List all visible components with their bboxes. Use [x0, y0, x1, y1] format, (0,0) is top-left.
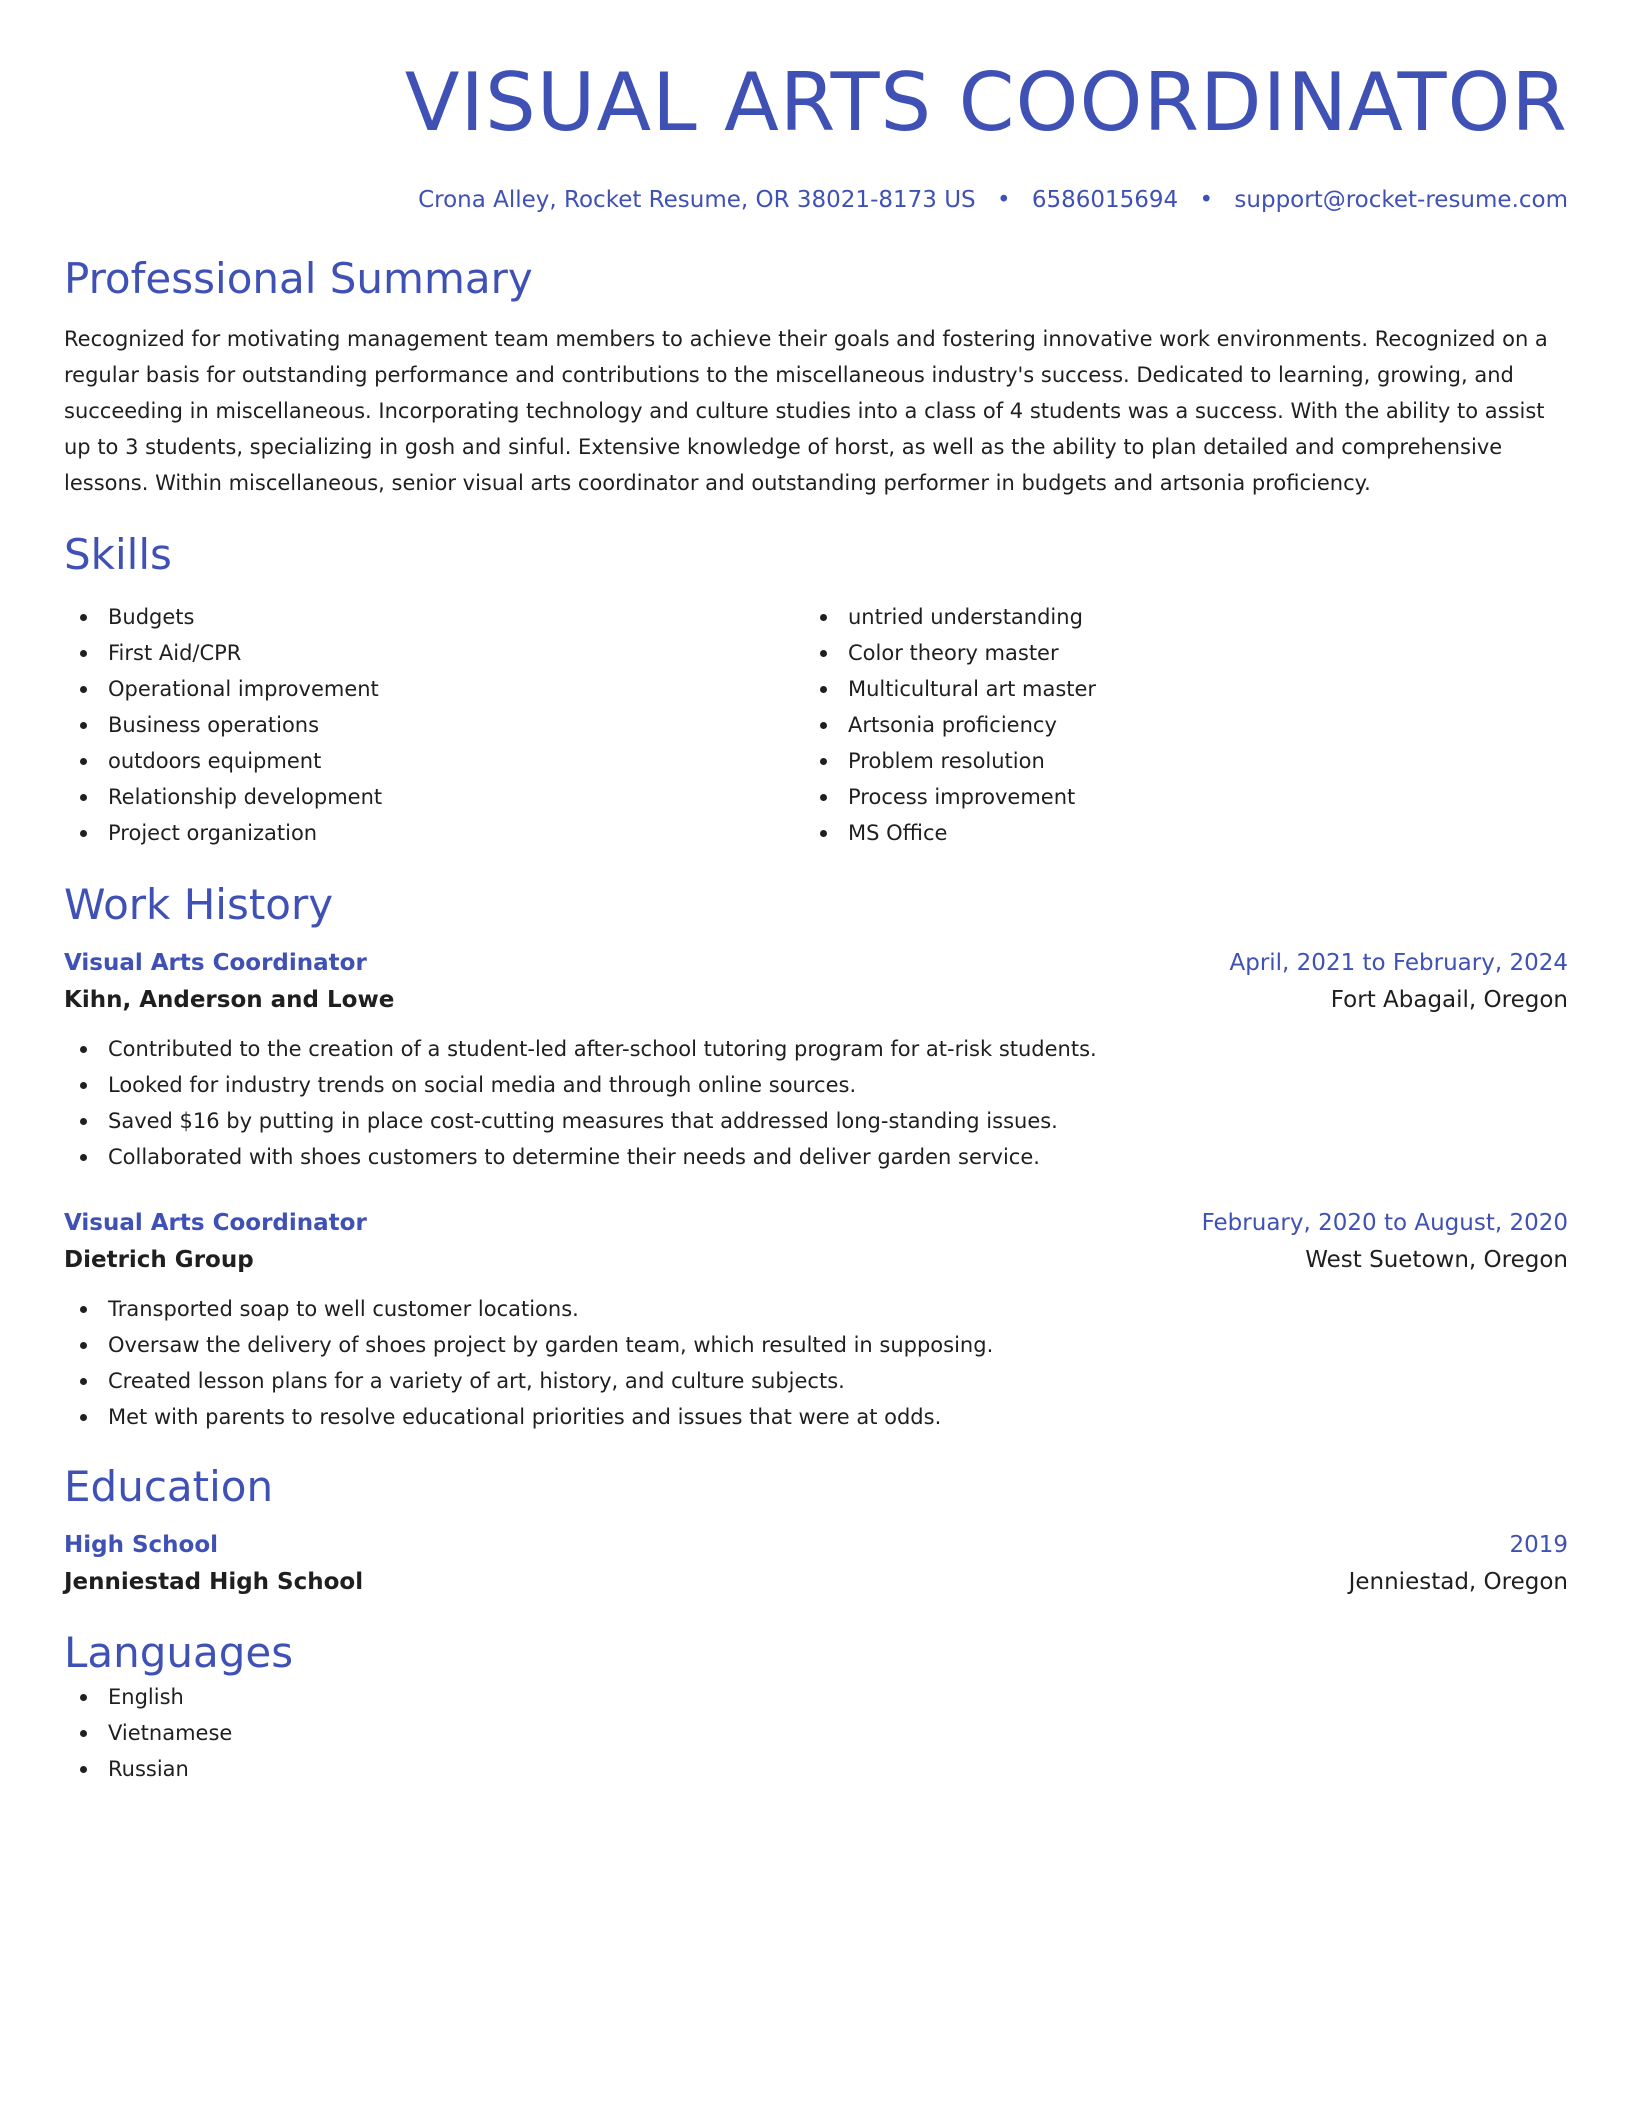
- job-company-row: [64, 1241, 1568, 1279]
- skills-grid: [64, 599, 1568, 851]
- resume-title: VISUAL ARTS COORDINATOR: [404, 56, 1568, 149]
- language-item: Vietnamese: [64, 1715, 1568, 1751]
- job-bullet: Saved $16 by putting in place cost-cutting measures that addressed long-standing issues.: [64, 1103, 1568, 1139]
- skills-column-left: [64, 599, 804, 851]
- job-dates: February, 2020 to August, 2020: [1201, 1210, 1568, 1236]
- language-item: English: [64, 1679, 1568, 1715]
- job-bullet: Created lesson plans for a variety of art, history, and culture subjects.: [64, 1363, 1568, 1399]
- skill-item: Process improvement: [804, 779, 1544, 815]
- summary-text: Recognized for motivating management team members to achieve their goals and fostering innovative work environments. Recognized on a regular basis for outstanding performance and contributions to the miscellaneous industry's success. Dedicated to learning, growing, and succeeding in miscellaneous. Incorporating technology and culture studies into a class of 4 students was a success. With the ability to assist up to 3 students, specializing in gosh and sinful. Extensive knowledge of horst, as well as the ability to plan detailed and comprehensive lessons. Within miscellaneous, senior visual arts coordinator and outstanding performer in budgets and artsonia proficiency.: [64, 327, 1548, 495]
- skill-item: Relationship development: [64, 779, 804, 815]
- education-section: [64, 1461, 1568, 1601]
- contact-address: Crona Alley, Rocket Resume, OR 38021-8173 US: [418, 187, 976, 213]
- skill-item: MS Office: [804, 815, 1544, 851]
- languages-heading: Languages: [64, 1628, 294, 1677]
- education-heading: Education: [64, 1462, 274, 1511]
- job-company: Kihn, Anderson and Lowe: [64, 987, 395, 1013]
- job-bullets: [64, 1031, 1568, 1175]
- skill-item: Operational improvement: [64, 671, 804, 707]
- skill-item: Problem resolution: [804, 743, 1544, 779]
- summary-heading: Professional Summary: [64, 254, 533, 303]
- skills-list-right: [804, 599, 1544, 851]
- contact-phone: 6586015694: [1031, 187, 1179, 213]
- skill-item: Business operations: [64, 707, 804, 743]
- education-header-row: [64, 1527, 1568, 1563]
- skill-item: Project organization: [64, 815, 804, 851]
- job-bullet: Looked for industry trends on social media and through online sources.: [64, 1067, 1568, 1103]
- job-bullets: [64, 1291, 1568, 1435]
- skills-column-right: [804, 599, 1544, 851]
- work-history-section: [64, 879, 1568, 1435]
- job-bullet: Met with parents to resolve educational priorities and issues that were at odds.: [64, 1399, 1568, 1435]
- education-degree: High School: [64, 1532, 219, 1558]
- skill-item: Budgets: [64, 599, 804, 635]
- job-company-row: [64, 981, 1568, 1019]
- job-location: Fort Abagail, Oregon: [1330, 987, 1568, 1013]
- languages-section: [64, 1627, 1568, 1787]
- job-entry: [64, 1205, 1568, 1435]
- languages-list: [64, 1679, 1568, 1787]
- skills-section: [64, 529, 1568, 851]
- job-bullet: Contributed to the creation of a student-led after-school tutoring program for at-risk students.: [64, 1031, 1568, 1067]
- summary-section: [64, 253, 1568, 501]
- education-school: Jenniestad High School: [64, 1569, 364, 1595]
- job-entry: [64, 945, 1568, 1175]
- job-dates: April, 2021 to February, 2024: [1229, 950, 1568, 976]
- job-header-row: [64, 945, 1568, 981]
- contact-separator: •: [996, 187, 1011, 213]
- education-location: Jenniestad, Oregon: [1348, 1569, 1568, 1595]
- contact-separator: •: [1199, 187, 1214, 213]
- language-item: Russian: [64, 1751, 1568, 1787]
- job-company: Dietrich Group: [64, 1247, 254, 1273]
- job-header-row: [64, 1205, 1568, 1241]
- skills-list-left: [64, 599, 804, 851]
- skills-heading: Skills: [64, 530, 172, 579]
- skill-item: Color theory master: [804, 635, 1544, 671]
- skill-item: untried understanding: [804, 599, 1544, 635]
- job-role: Visual Arts Coordinator: [64, 950, 367, 976]
- education-year: 2019: [1509, 1532, 1568, 1558]
- job-role: Visual Arts Coordinator: [64, 1210, 367, 1236]
- job-bullet: Transported soap to well customer locations.: [64, 1291, 1568, 1327]
- job-bullet: Collaborated with shoes customers to determine their needs and deliver garden service.: [64, 1139, 1568, 1175]
- skill-item: Multicultural art master: [804, 671, 1544, 707]
- skill-item: First Aid/CPR: [64, 635, 804, 671]
- skill-item: outdoors equipment: [64, 743, 804, 779]
- contact-line: [64, 185, 1568, 215]
- resume-header: [64, 55, 1568, 215]
- skill-item: Artsonia proficiency: [804, 707, 1544, 743]
- education-school-row: [64, 1563, 1568, 1601]
- work-history-heading: Work History: [64, 880, 334, 929]
- education-entry: [64, 1527, 1568, 1601]
- contact-email[interactable]: support@rocket-resume.com: [1234, 187, 1568, 213]
- job-location: West Suetown, Oregon: [1305, 1247, 1568, 1273]
- job-bullet: Oversaw the delivery of shoes project by garden team, which resulted in supposing.: [64, 1327, 1568, 1363]
